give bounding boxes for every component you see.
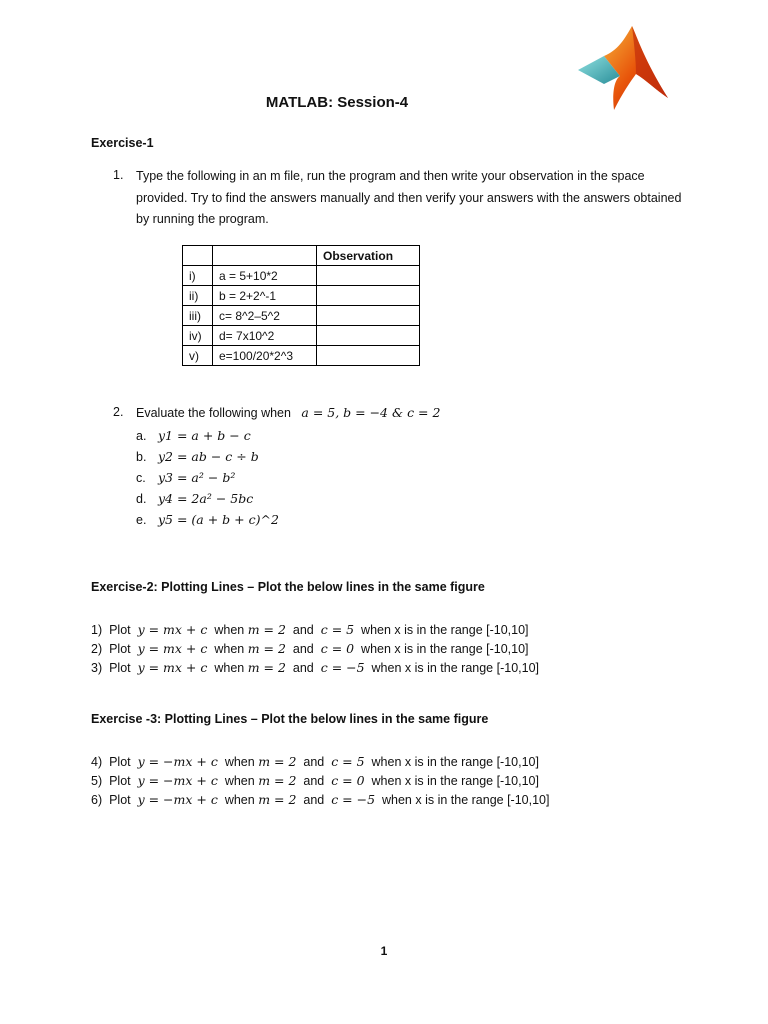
item-expression: y1 = a + b − c — [158, 428, 251, 443]
item-when-word: when — [224, 774, 255, 788]
row-index: iv) — [183, 326, 213, 346]
item-expression: y4 = 2a² − 5bc — [158, 491, 254, 506]
range-text: when x is in the range [-10,10] — [371, 774, 539, 788]
document-title: MATLAB: Session-4 — [265, 94, 409, 111]
item-plot-word: Plot — [109, 623, 131, 637]
range-text: when x is in the range [-10,10] — [371, 755, 539, 769]
list-item — [91, 792, 549, 807]
item-when-word: when — [214, 642, 245, 656]
line-equation: y = −mx + c — [137, 773, 218, 788]
question-2-given-values: a = 5, b = −4 & c = 2 — [301, 405, 441, 420]
item-label: b. — [136, 450, 147, 464]
line-equation: y = mx + c — [137, 660, 208, 675]
row-index: v) — [183, 346, 213, 366]
slope-value: m = 2 — [258, 754, 297, 769]
observation-cell[interactable] — [317, 326, 420, 346]
item-and-word: and — [292, 642, 314, 656]
item-label: d. — [136, 492, 147, 506]
table-header-cell — [213, 246, 317, 266]
item-plot-word: Plot — [109, 774, 131, 788]
exercise-1-heading: Exercise-1 — [91, 136, 154, 150]
question-2-number: 2. — [113, 405, 124, 419]
intercept-value: c = 0 — [331, 773, 365, 788]
question-2-text — [136, 405, 440, 420]
list-item — [91, 754, 539, 769]
observation-cell[interactable] — [317, 346, 420, 366]
table-row — [183, 326, 420, 346]
item-when-word: when — [224, 793, 255, 807]
intercept-value: c = 0 — [320, 641, 355, 656]
page-number: 1 — [380, 944, 388, 958]
table-row — [183, 346, 420, 366]
item-plot-word: Plot — [109, 661, 131, 675]
item-and-word: and — [303, 755, 325, 769]
item-expression: y5 = (a + b + c)^2 — [158, 512, 279, 527]
range-text: when x is in the range [-10,10] — [361, 642, 529, 656]
row-index: ii) — [183, 286, 213, 306]
table-row — [183, 306, 420, 326]
list-item — [136, 470, 235, 485]
row-expression: a = 5+10*2 — [213, 266, 317, 286]
table-header-cell — [183, 246, 213, 266]
row-expression: b = 2+2^-1 — [213, 286, 317, 306]
item-number: 5) — [91, 774, 103, 788]
list-item — [91, 622, 529, 637]
item-when-word: when — [214, 661, 245, 675]
observation-cell[interactable] — [317, 266, 420, 286]
question-2-prompt: Evaluate the following when — [136, 406, 291, 420]
item-and-word: and — [292, 661, 314, 675]
question-1-text: Type the following in an m file, run the program and then write your observation in the space provided. Try to find the answers manually and then verify your answers with the answers obtained by running the program. — [136, 169, 682, 226]
range-text: when x is in the range [-10,10] — [382, 793, 550, 807]
line-equation: y = −mx + c — [137, 754, 218, 769]
intercept-value: c = −5 — [331, 792, 376, 807]
row-index: iii) — [183, 306, 213, 326]
range-text: when x is in the range [-10,10] — [361, 623, 529, 637]
row-expression: d= 7x10^2 — [213, 326, 317, 346]
item-when-word: when — [214, 623, 245, 637]
slope-value: m = 2 — [247, 660, 286, 675]
observation-cell[interactable] — [317, 306, 420, 326]
item-label: e. — [136, 513, 147, 527]
slope-value: m = 2 — [258, 792, 297, 807]
item-expression: y3 = a² − b² — [158, 470, 236, 485]
exercise-2-heading: Exercise-2: Plotting Lines – Plot the below lines in the same figure — [91, 580, 485, 594]
table-row — [183, 286, 420, 306]
item-number: 6) — [91, 793, 103, 807]
item-plot-word: Plot — [109, 755, 131, 769]
row-expression: c= 8^2–5^2 — [213, 306, 317, 326]
list-item — [136, 449, 259, 464]
exercise-3-heading: Exercise -3: Plotting Lines – Plot the below lines in the same figure — [91, 712, 489, 726]
item-number: 3) — [91, 661, 103, 675]
item-plot-word: Plot — [109, 793, 131, 807]
line-equation: y = −mx + c — [137, 792, 218, 807]
line-equation: y = mx + c — [137, 641, 208, 656]
list-item — [136, 491, 253, 506]
observation-cell[interactable] — [317, 286, 420, 306]
slope-value: m = 2 — [247, 641, 286, 656]
question-1-number: 1. — [113, 168, 124, 182]
item-label: c. — [136, 471, 146, 485]
list-item — [91, 773, 539, 788]
intercept-value: c = 5 — [331, 754, 365, 769]
table-header-row — [183, 246, 420, 266]
list-item — [91, 660, 539, 675]
intercept-value: c = −5 — [320, 660, 365, 675]
item-and-word: and — [292, 623, 314, 637]
item-when-word: when — [224, 755, 255, 769]
table-row — [183, 266, 420, 286]
observation-table — [182, 245, 420, 366]
slope-value: m = 2 — [247, 622, 286, 637]
line-equation: y = mx + c — [137, 622, 208, 637]
observation-header: Observation — [317, 246, 420, 266]
item-number: 1) — [91, 623, 103, 637]
intercept-value: c = 5 — [320, 622, 355, 637]
range-text: when x is in the range [-10,10] — [371, 661, 539, 675]
item-expression: y2 = ab − c ÷ b — [158, 449, 259, 464]
row-index: i) — [183, 266, 213, 286]
list-item — [136, 512, 279, 527]
item-number: 2) — [91, 642, 103, 656]
slope-value: m = 2 — [258, 773, 297, 788]
item-number: 4) — [91, 755, 103, 769]
item-plot-word: Plot — [109, 642, 131, 656]
item-label: a. — [136, 429, 147, 443]
item-and-word: and — [303, 793, 325, 807]
row-expression: e=100/20*2^3 — [213, 346, 317, 366]
list-item — [136, 428, 251, 443]
list-item — [91, 641, 529, 656]
item-and-word: and — [303, 774, 325, 788]
